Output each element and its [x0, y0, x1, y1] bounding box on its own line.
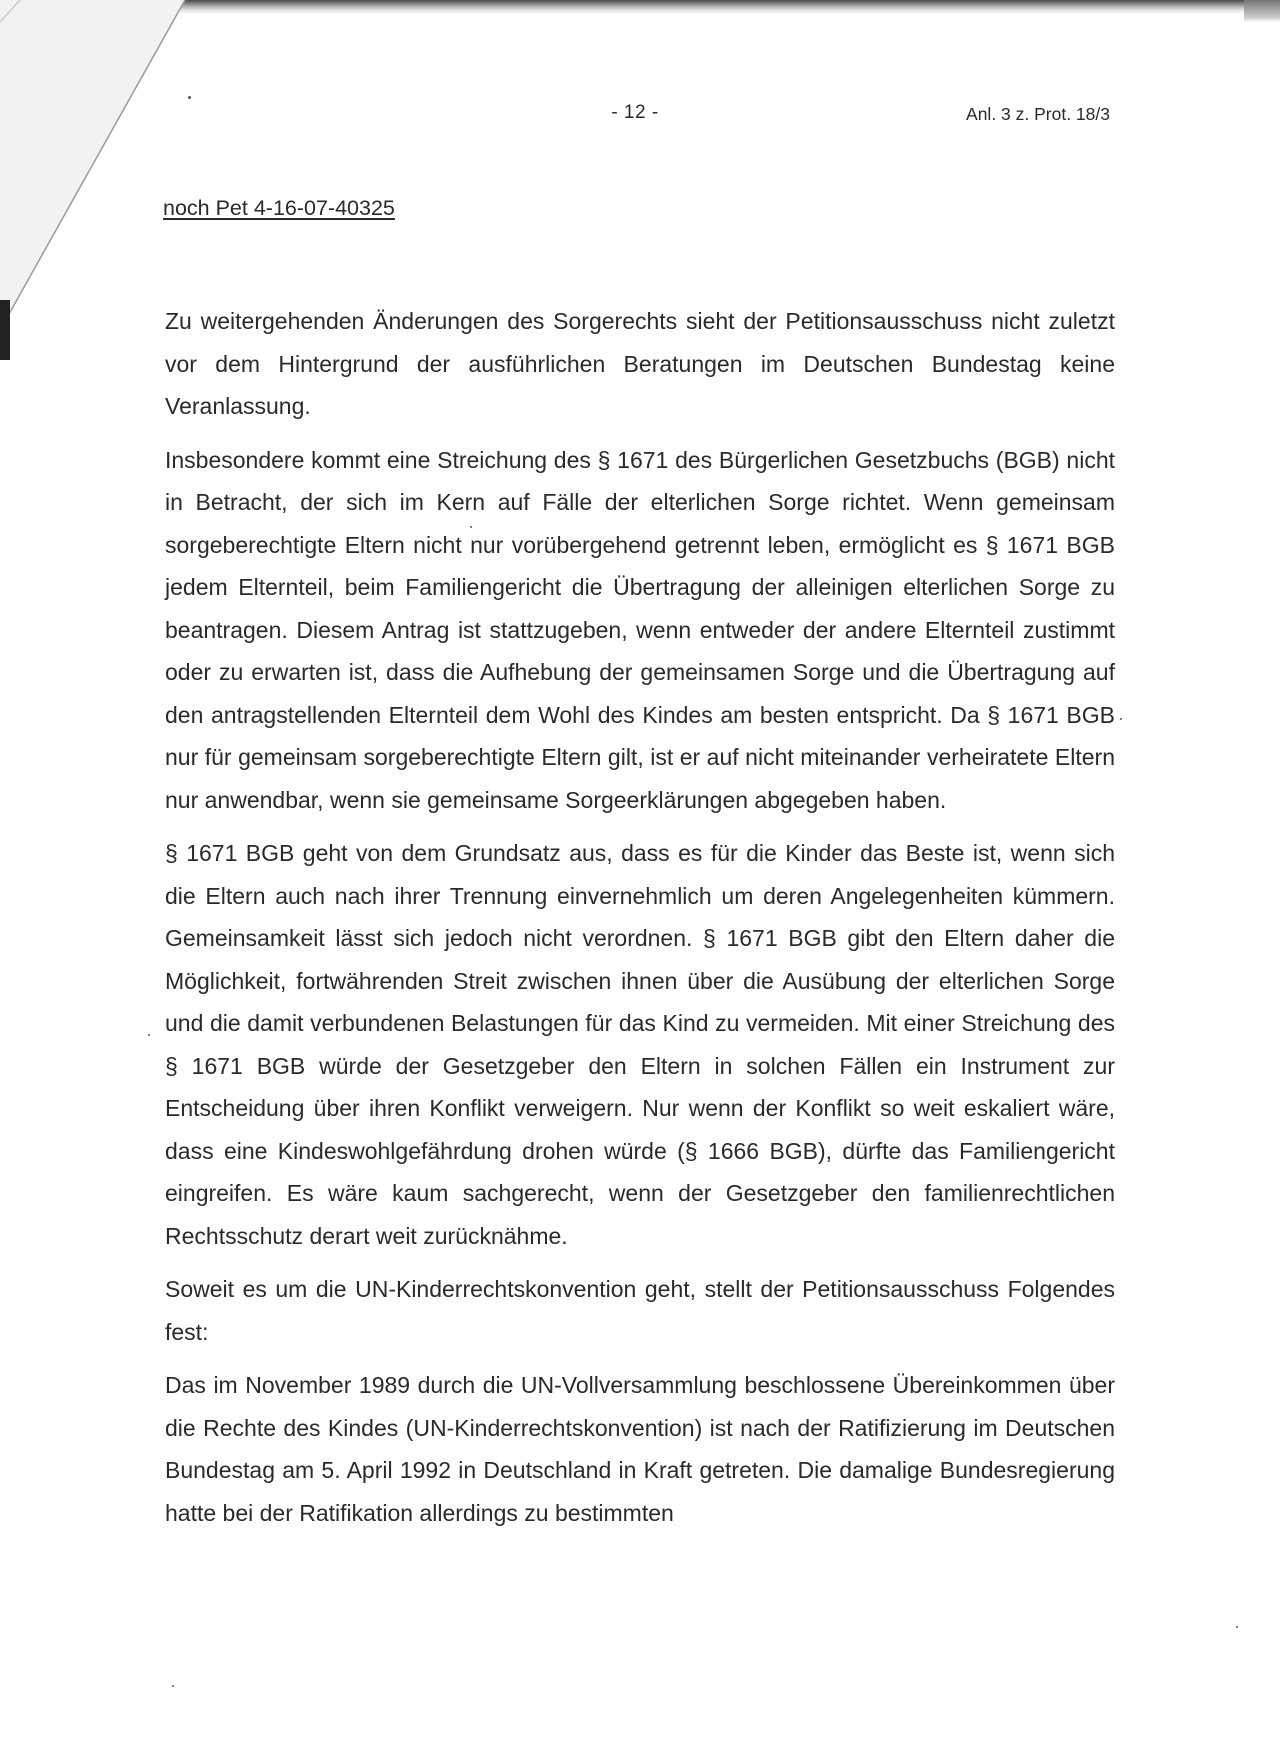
- paragraph: Zu weitergehenden Änderungen des Sorgerechts sieht der Petitionsausschuss nicht zuletzt vor dem Hintergrund der ausführlichen Beratungen im Deutschen Bundestag keine Veranlassung.: [165, 308, 1115, 419]
- scan-dust-speck: [148, 1034, 150, 1036]
- paragraph: Soweit es um die UN-Kinderrechtskonvention geht, stellt der Petitionsausschuss Folgendes fest:: [165, 1276, 1115, 1345]
- annex-reference: Anl. 3 z. Prot. 18/3: [966, 104, 1110, 124]
- document-body: [165, 300, 1115, 1545]
- paragraph: Insbesondere kommt eine Streichung des § 1671 des Bürgerlichen Gesetzbuchs (BGB) nicht in Betracht, der sich im Kern auf Fälle der elterlichen Sorge richtet. Wenn gemeinsam sorgeberechtigte Eltern nicht nur vorübergehend getrennt leben, ermöglicht es § 1671 BGB jedem Elternteil, beim Familiengericht die Übertragung der alleinigen elterlichen Sorge zu beantragen. Diesem Antrag ist stattzugeben, wenn entweder der andere Elternteil zustimmt oder zu erwarten ist, dass die Aufhebung der gemeinsamen Sorge und die Übertragung auf den antragstellenden Elternteil dem Wohl des Kindes am besten entspricht. Da § 1671 BGB nur für gemeinsam sorgeberechtigte Eltern gilt, ist er auf nicht miteinander verheiratete Eltern nur anwendbar, wenn sie gemeinsame Sorgeerklärungen abgegeben haben.: [165, 446, 1115, 813]
- paragraph: § 1671 BGB geht von dem Grundsatz aus, dass es für die Kinder das Beste ist, wenn sich die Eltern auch nach ihrer Trennung einvernehmlich um deren Angelegenheiten kümmern. Gemeinsamkeit lässt sich jedoch nicht verordnen. § 1671 BGB gibt den Eltern daher die Möglichkeit, fortwährenden Streit zwischen ihnen über die Ausübung der elterlichen Sorge und die damit verbundenen Belastungen für das Kind zu vermeiden. Mit einer Streichung des § 1671 BGB würde der Gesetzgeber den Eltern in solchen Fällen ein Instrument zur Entscheidung über ihren Konflikt verweigern. Nur wenn der Konflikt so weit eskaliert wäre, dass eine Kindeswohlgefährdung drohen würde (§ 1666 BGB), dürfte das Familiengericht eingreifen. Es wäre kaum sachgerecht, wenn der Gesetzgeber den familienrechtlichen Rechtsschutz derart weit zurücknähme.: [165, 840, 1115, 1249]
- petition-reference: noch Pet 4-16-07-40325: [163, 196, 395, 220]
- paragraph: Das im November 1989 durch die UN-Vollversammlung beschlossene Übereinkommen über die Rechte des Kindes (UN-Kinderrechtskonvention) ist nach der Ratifizierung im Deutschen Bundestag am 5. April 1992 in Deutschland in Kraft getreten. Die damalige Bundesregierung hatte bei der Ratifikation allerdings zu bestimmten: [165, 1372, 1115, 1526]
- scan-dust-speck: [172, 1685, 174, 1687]
- scan-edge-shadow: [180, 0, 1280, 14]
- scan-edge-corner: [1244, 0, 1280, 22]
- scan-dust-speck: [1120, 718, 1122, 720]
- scan-dust-speck: [188, 96, 191, 99]
- page-number: - 12 -: [611, 102, 659, 123]
- scan-dust-speck: [1236, 1626, 1238, 1628]
